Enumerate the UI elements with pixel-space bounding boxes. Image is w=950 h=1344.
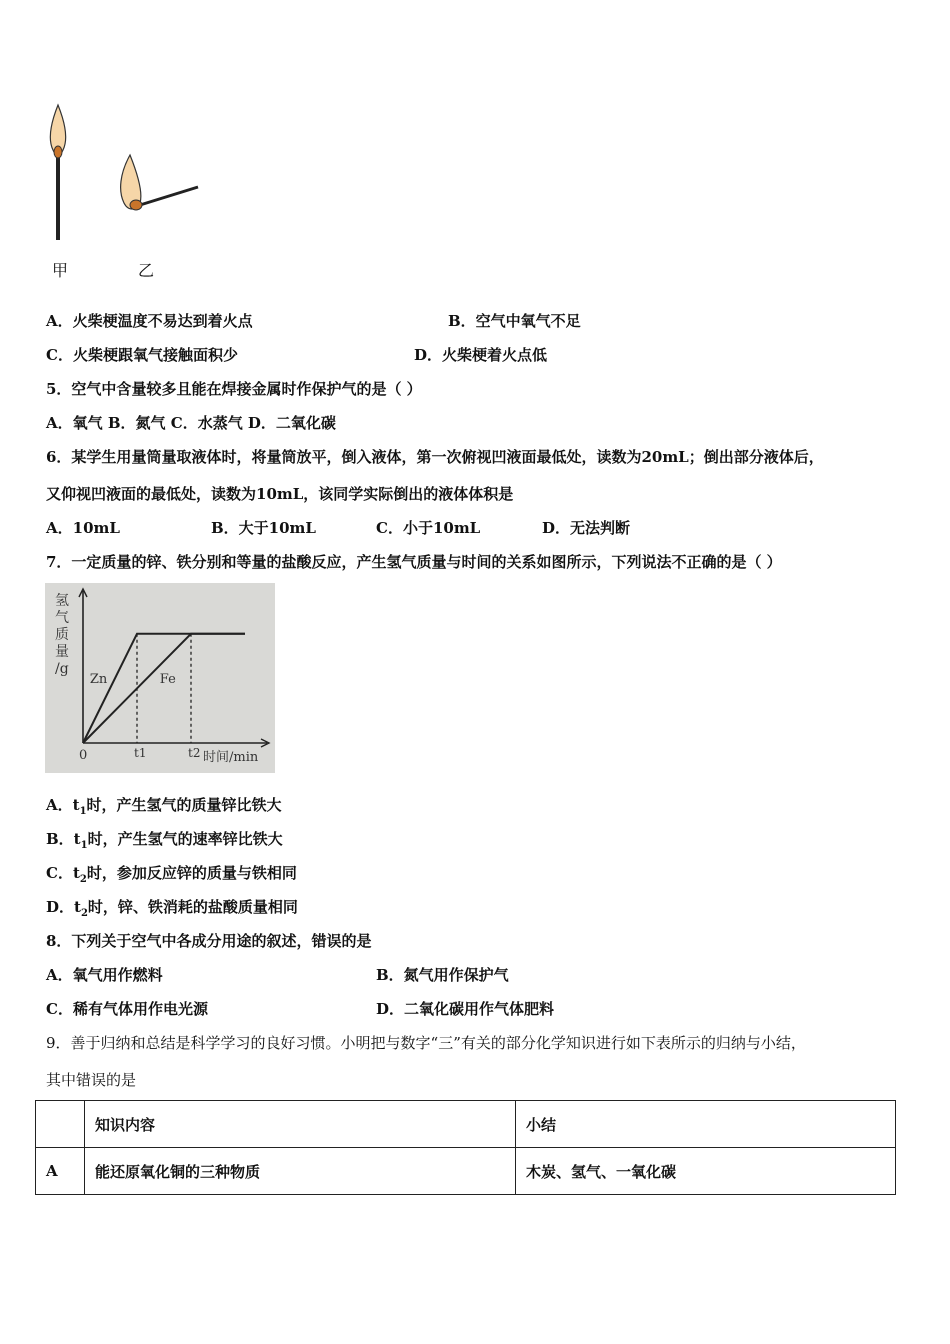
x-tick-label: t1 [134,746,147,760]
y-axis-label: 氢 [55,593,69,609]
series-label-fe: Fe [159,671,176,687]
table-header-cell: 小结 [516,1101,896,1148]
y-axis-label: /g [55,661,69,677]
q6-option-b: B．大于10mL [211,519,316,537]
q5-stem: 5．空气中含量较多且能在焊接金属时作保护气的是（ ） [46,380,422,398]
q9-stem-line2: 其中错误的是 [46,1071,137,1089]
q4-option-c: C．火柴梗跟氧气接触面积少 [46,346,238,364]
q5-options: A．氧气 B．氮气 C．水蒸气 D．二氧化碳 [46,414,336,432]
label-yi: 乙 [138,261,155,280]
table-header-cell [36,1101,85,1148]
q4-option-b: B．空气中氧气不足 [448,312,581,330]
match-head-tilted [130,200,142,210]
q7-option-d: D．$t_2$时，锌、铁消耗的盐酸质量相同 [46,898,298,919]
table-cell: 木炭、氢气、一氧化碳 [516,1148,896,1195]
q8-option-b: B．氮气用作保护气 [376,966,509,984]
q9-table [35,1100,896,1195]
q4-option-a: A．火柴梗温度不易达到着火点 [46,312,253,330]
table-header-cell: 知识内容 [85,1101,516,1148]
q6-option-c: C．小于10mL [376,519,481,537]
table-row [36,1148,896,1195]
q4-option-d: D．火柴梗着火点低 [414,346,548,364]
q8-option-c: C．稀有气体用作电光源 [46,1000,208,1018]
q7-option-c: C．$t_2$时，参加反应锌的质量与铁相同 [46,864,297,885]
series-label-zn: Zn [89,671,108,687]
q7-stem: 7．一定质量的锌、铁分别和等量的盐酸反应，产生氢气质量与时间的关系如图所示，下列说法不正确的是（ ） [46,553,782,571]
y-axis-label: 量 [55,644,69,660]
x-tick-label: 0 [79,748,88,763]
x-tick-label: t2 [188,746,201,760]
q7-option-b: B．$t_1$时，产生氢气的速率锌比铁大 [46,830,283,851]
q6-stem-line1: 6．某学生用量筒量取液体时，将量筒放平，倒入液体，第一次俯视凹液面最低处，读数为20mL；倒出部分液体后， [46,448,824,466]
q8-stem: 8．下列关于空气中各成分用途的叙述，错误的是 [46,932,372,950]
q6-stem-line2: 又仰视凹液面的最低处，读数为10mL，该同学实际倒出的液体体积是 [46,485,514,503]
q9-stem-line1: 9．善于归纳和总结是科学学习的良好习惯。小明把与数字“三”有关的部分化学知识进行如下表所示的归纳与小结， [46,1034,806,1052]
q6-option-d: D．无法判断 [542,519,631,537]
q6-option-a: A．10mL [46,519,120,537]
table-header-row [36,1101,896,1148]
matches-figure [40,95,220,255]
table-cell: 能还原氧化铜的三种物质 [85,1148,516,1195]
match-stick-upright [56,150,60,240]
q8-option-a: A．氧气用作燃料 [46,966,163,984]
y-axis-label: 质 [55,627,69,643]
match-stick-tilted [140,187,198,205]
match-head-upright [54,146,62,158]
hydrogen-mass-chart [45,583,275,773]
x-axis-label: 时间/min [203,750,259,765]
q8-option-d: D．二氧化碳用作气体肥料 [376,1000,555,1018]
q7-option-a: A．$t_1$时，产生氢气的质量锌比铁大 [46,796,282,817]
table-cell: A [36,1148,85,1195]
label-jia: 甲 [52,261,69,280]
y-axis-label: 气 [55,610,69,626]
